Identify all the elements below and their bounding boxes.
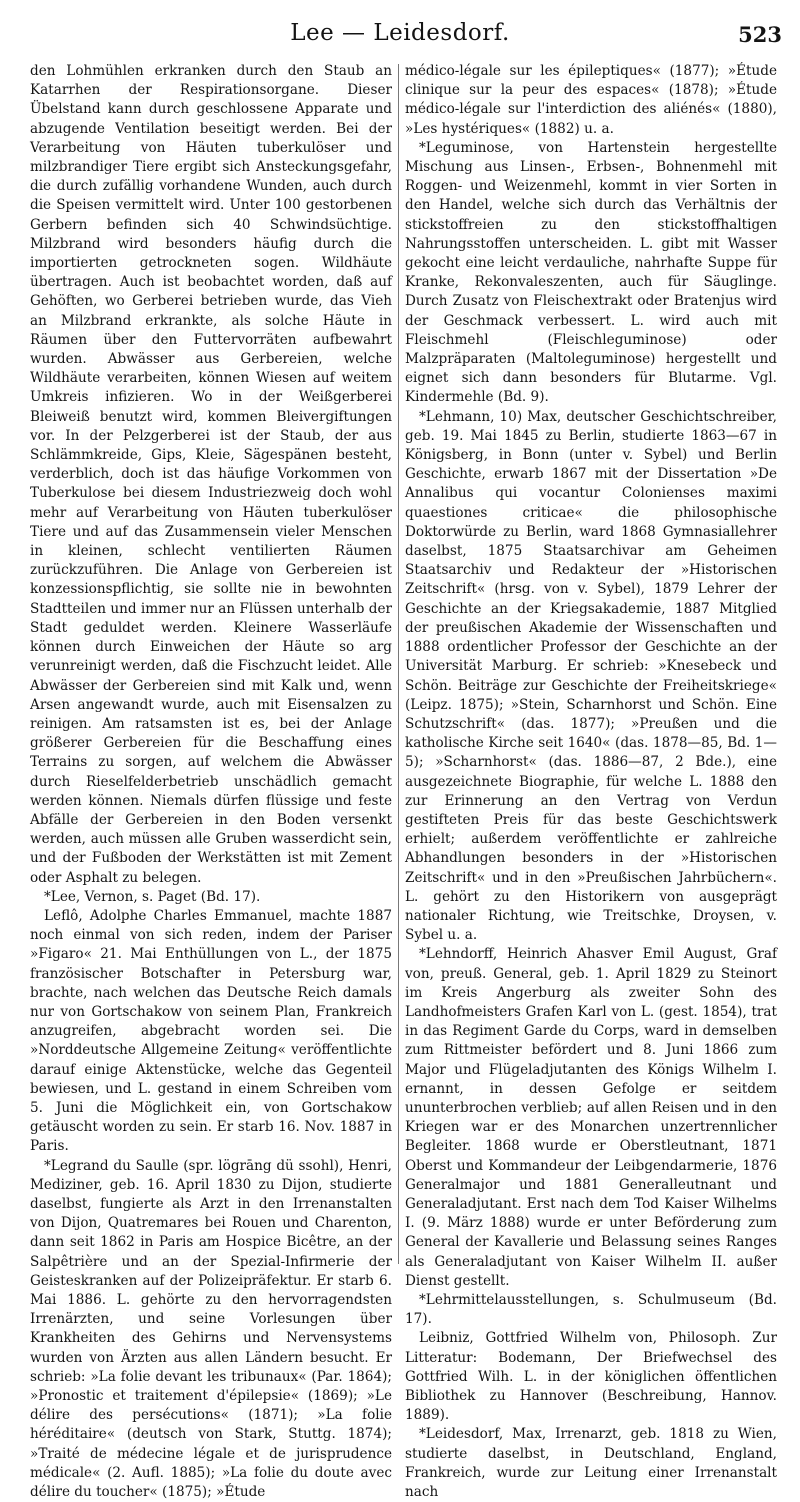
entry-continuation-gerberei: den Lohmühlen erkranken durch den Staub an Katarrhen der Respirationsorgane. Dieser Übelstand kann durch geschlossene Apparate und abzugende Ventilation beseitigt werden. Bei der Verarbeitung von Häuten tuberkulöser und milzbrandiger Tiere ergibt sich Ansteckungsgefahr, die durch zufällig vorhandene Wunden, auch durch die Speisen vermittelt wird. Unter 100 gestorbenen Gerbern befinden sich 40 Schwindsüchtige. Milzbrand wird besonders häufig durch die importierten getrockneten sogen. Wildhäute übertragen. Auch ist beobachtet worden, daß auf Gehöften, wo Gerberei betrieben wurde, das Vieh an Milzbrand erkrankte, als solche Häute in Räumen über den Futtervorräten aufbewahrt wurden. Abwässer aus Gerbereien, welche Wildhäute verarbeiten, können Wiesen auf weitem Umkreis infizieren. Wo in der Weißgerberei Bleiweiß benutzt wird, kommen Bleivergiftungen vor. In der Pelzgerberei ist der Staub, der aus Schlämmkreide, Gips, Kleie, Sägespänen besteht, verderblich, doch ist das häufige Vorkommen von Tuberkulose bei diesem Industriezweig doch wohl mehr auf Verarbeitung von Häuten tuberkulöser Tiere und auf das Zusammensein vieler Menschen in kleinen, schlecht ventilierten Räumen zurückzuführen. Die Anlage von Gerbereien ist konzessionspflichtig, sie sollte nie in bewohnten Stadtteilen und immer nur an Flüssen unterhalb der Stadt geduldet werden. Kleinere Wasserläufe können durch Einweichen der Häute so arg verunreinigt werden, daß die Fischzucht leidet. Alle Abwässer der Gerbereien sind mit Kalk und, wenn Arsen angewandt wurde, auch mit Eisensalzen zu reinigen. Am ratsamsten ist es, bei der Anlage größerer Gerbereien für die Beschaffung eines Terrains zu sorgen, auf welchem die Abwässer durch Rieselfelderbetrieb unschädlich gemacht werden können. Niemals dürfen flüssige und feste Abfälle der Gerbereien in den Boden versenkt werden, auch müssen alle Gruben wasserdicht sein, und der Fußboden der Werkstätten ist mit Zement oder Asphalt zu belegen.	[30, 63, 392, 886]
page-number: 523	[738, 22, 782, 47]
right-column	[405, 62, 777, 1502]
entry-continuation-legrand: médico-légale sur les épileptiques« (1877); »Étude clinique sur la peur des espaces« (1878); »Étude médico-légale sur l'interdiction des aliénés« (1880), »Les hystériques« (1882) u. a.	[405, 63, 777, 137]
entry-leibniz: Leibniz, Gottfried Wilhelm von, Philosoph. Zur Litteratur: Bodemann, Der Briefwechsel des Gottfried Wilh. L. in der königlichen öffentlichen Bibliothek zu Hannover (Beschreibung, Hannov. 1889).	[405, 1330, 777, 1424]
running-title: Lee — Leidesdorf.	[290, 20, 510, 46]
entry-lehndorff: *Lehndorff, Heinrich Ahasver Emil August, Graf von, preuß. General, geb. 1. April 1829 zu Steinort im Kreis Angerburg als zweiter Sohn des Landhofmeisters Grafen Karl von L. (gest. 1854), trat in das Regiment Garde du Corps, ward in demselben zum Rittmeister befördert und 8. Juni 1866 zum Major und Flügeladjutanten des Königs Wilhelm I. ernannt, in dessen Gefolge er seitdem ununterbrochen verblieb; auf allen Reisen und in den Kriegen war er des Monarchen unzertrennlicher Begleiter. 1868 wurde er Oberstleutnant, 1871 Oberst und Kommandeur der Leibgendarmerie, 1876 Generalmajor und 1881 Generalleutnant und Generaladjutant. Erst nach dem Tod Kaiser Wilhelms I. (9. März 1888) wurde er unter Beförderung zum General der Kavallerie und Belassung seines Ranges als Generaladjutant von Kaiser Wilhelm II. außer Dienst gestellt.	[405, 946, 777, 1289]
running-header	[0, 12, 800, 52]
entry-lehrmittelausstellungen: *Lehrmittelausstellungen, s. Schulmuseum (Bd. 17).	[405, 1292, 777, 1328]
column-divider	[398, 64, 399, 1264]
entry-lee: *Lee, Vernon, s. Paget (Bd. 17).	[44, 888, 261, 905]
entry-lehmann: *Lehmann, 10) Max, deutscher Geschichtschreiber, geb. 19. Mai 1845 zu Berlin, studierte 1863—67 in Königsberg, in Bonn (unter v. Sybel) und Berlin Geschichte, erwarb 1867 mit der Dissertation »De Annalibus qui vocantur Colonienses maximi quaestiones criticae« die philosophische Doktorwürde zu Berlin, ward 1868 Gymnasiallehrer daselbst, 1875 Staatsarchivar am Geheimen Staatsarchiv und Redakteur der »Historischen Zeitschrift« (hrsg. von v. Sybel), 1879 Lehrer der Geschichte an der Kriegsakademie, 1887 Mitglied der preußischen Akademie der Wissenschaften und 1888 ordentlicher Professor der Geschichte an der Universität Marburg. Er schrieb: »Knesebeck und Schön. Beiträge zur Geschichte der Freiheitskriege« (Leipz. 1875); »Stein, Scharnhorst und Schön. Eine Schutzschrift« (das. 1877); »Preußen und die katholische Kirche seit 1640« (das. 1878—85, Bd. 1—5); »Scharnhorst« (das. 1886—87, 2 Bde.), eine ausgezeichnete Biographie, für welche L. 1888 den zur Erinnerung an den Vertrag von Verdun gestifteten Preis für das beste Geschichtswerk erhielt; außerdem veröffentlichte er zahlreiche Abhandlungen besonders in der »Historischen Zeitschrift« und in den »Preußischen Jahrbüchern«. L. gehört zu den Historikern von ausgeprägt nationaler Richtung, wie Treitschke, Droysen, v. Sybel u. a.	[405, 408, 777, 944]
entry-leguminose: *Leguminose, von Hartenstein hergestellte Mischung aus Linsen-, Erbsen-, Bohnenmehl mit Roggen- und Weizenmehl, kommt in vier Sorten in den Handel, welche sich durch das Verhältnis der stickstoffreien zu den stickstoffhaltigen Nahrungsstoffen unterscheiden. L. gibt mit Wasser gekocht eine leicht verdauliche, nahrhafte Suppe für Kranke, Rekonvaleszenten, auch für Säuglinge. Durch Zusatz von Fleischextrakt oder Bratenjus wird der Geschmack verbessert. L. wird auch mit Fleischmehl (Fleischleguminose) oder Malzpräparaten (Maltoleguminose) hergestellt und eignet sich dann besonders für Blutarme. Vgl. Kindermehle (Bd. 9).	[405, 139, 777, 406]
entry-leflo: Leflô, Adolphe Charles Emmanuel, machte 1887 noch einmal von sich reden, indem der Pariser »Figaro« 21. Mai Enthüllungen von L., der 1875 französischer Botschafter in Petersburg war, brachte, nach welchen das Deutsche Reich damals nur von Gortschakow von seinem Plan, Frankreich anzugreifen, abgebracht worden sei. Die »Norddeutsche Allgemeine Zeitung« veröffentlichte darauf einige Aktenstücke, welche das Gegenteil bewiesen, und L. gestand in einem Schreiben vom 5. Juni die Möglichkeit ein, von Gortschakow getäuscht worden zu sein. Er starb 16. Nov. 1887 in Paris.	[30, 907, 392, 1155]
left-column	[30, 62, 392, 1502]
entry-leidesdorf: *Leidesdorf, Max, Irrenarzt, geb. 1818 zu Wien, studierte daselbst, in Deutschland, England, Frankreich, wurde zur Leitung einer Irrenanstalt nach	[405, 1426, 777, 1501]
entry-legrand-du-saulle: *Legrand du Saulle (spr. lögrāng dü ssohl), Henri, Mediziner, geb. 16. April 1830 zu Dijon, studierte daselbst, fungierte als Arzt in den Irrenanstalten von Dijon, Quatremares bei Rouen und Charenton, dann seit 1862 in Paris am Hospice Bicêtre, an der Salpêtrière und an der Spezial-Infirmerie der Geisteskranken auf der Polizeipräfektur. Er starb 6. Mai 1886. L. gehörte zu den hervorragendsten Irrenärzten, und seine Vorlesungen über Krankheiten des Gehirns und Nervensystems wurden von Ärzten aus allen Ländern besucht. Er schrieb: »La folie devant les tribunaux« (Par. 1864); »Pronostic et traitement d'épilepsie« (1869); »Le délire des persécutions« (1871); »La folie héréditaire« (deutsch von Stark, Stuttg. 1874); »Traité de médecine légale et de jurisprudence médicale« (2. Aufl. 1885); »La folie du doute avec délire du toucher« (1875); »Étude	[30, 1157, 392, 1501]
